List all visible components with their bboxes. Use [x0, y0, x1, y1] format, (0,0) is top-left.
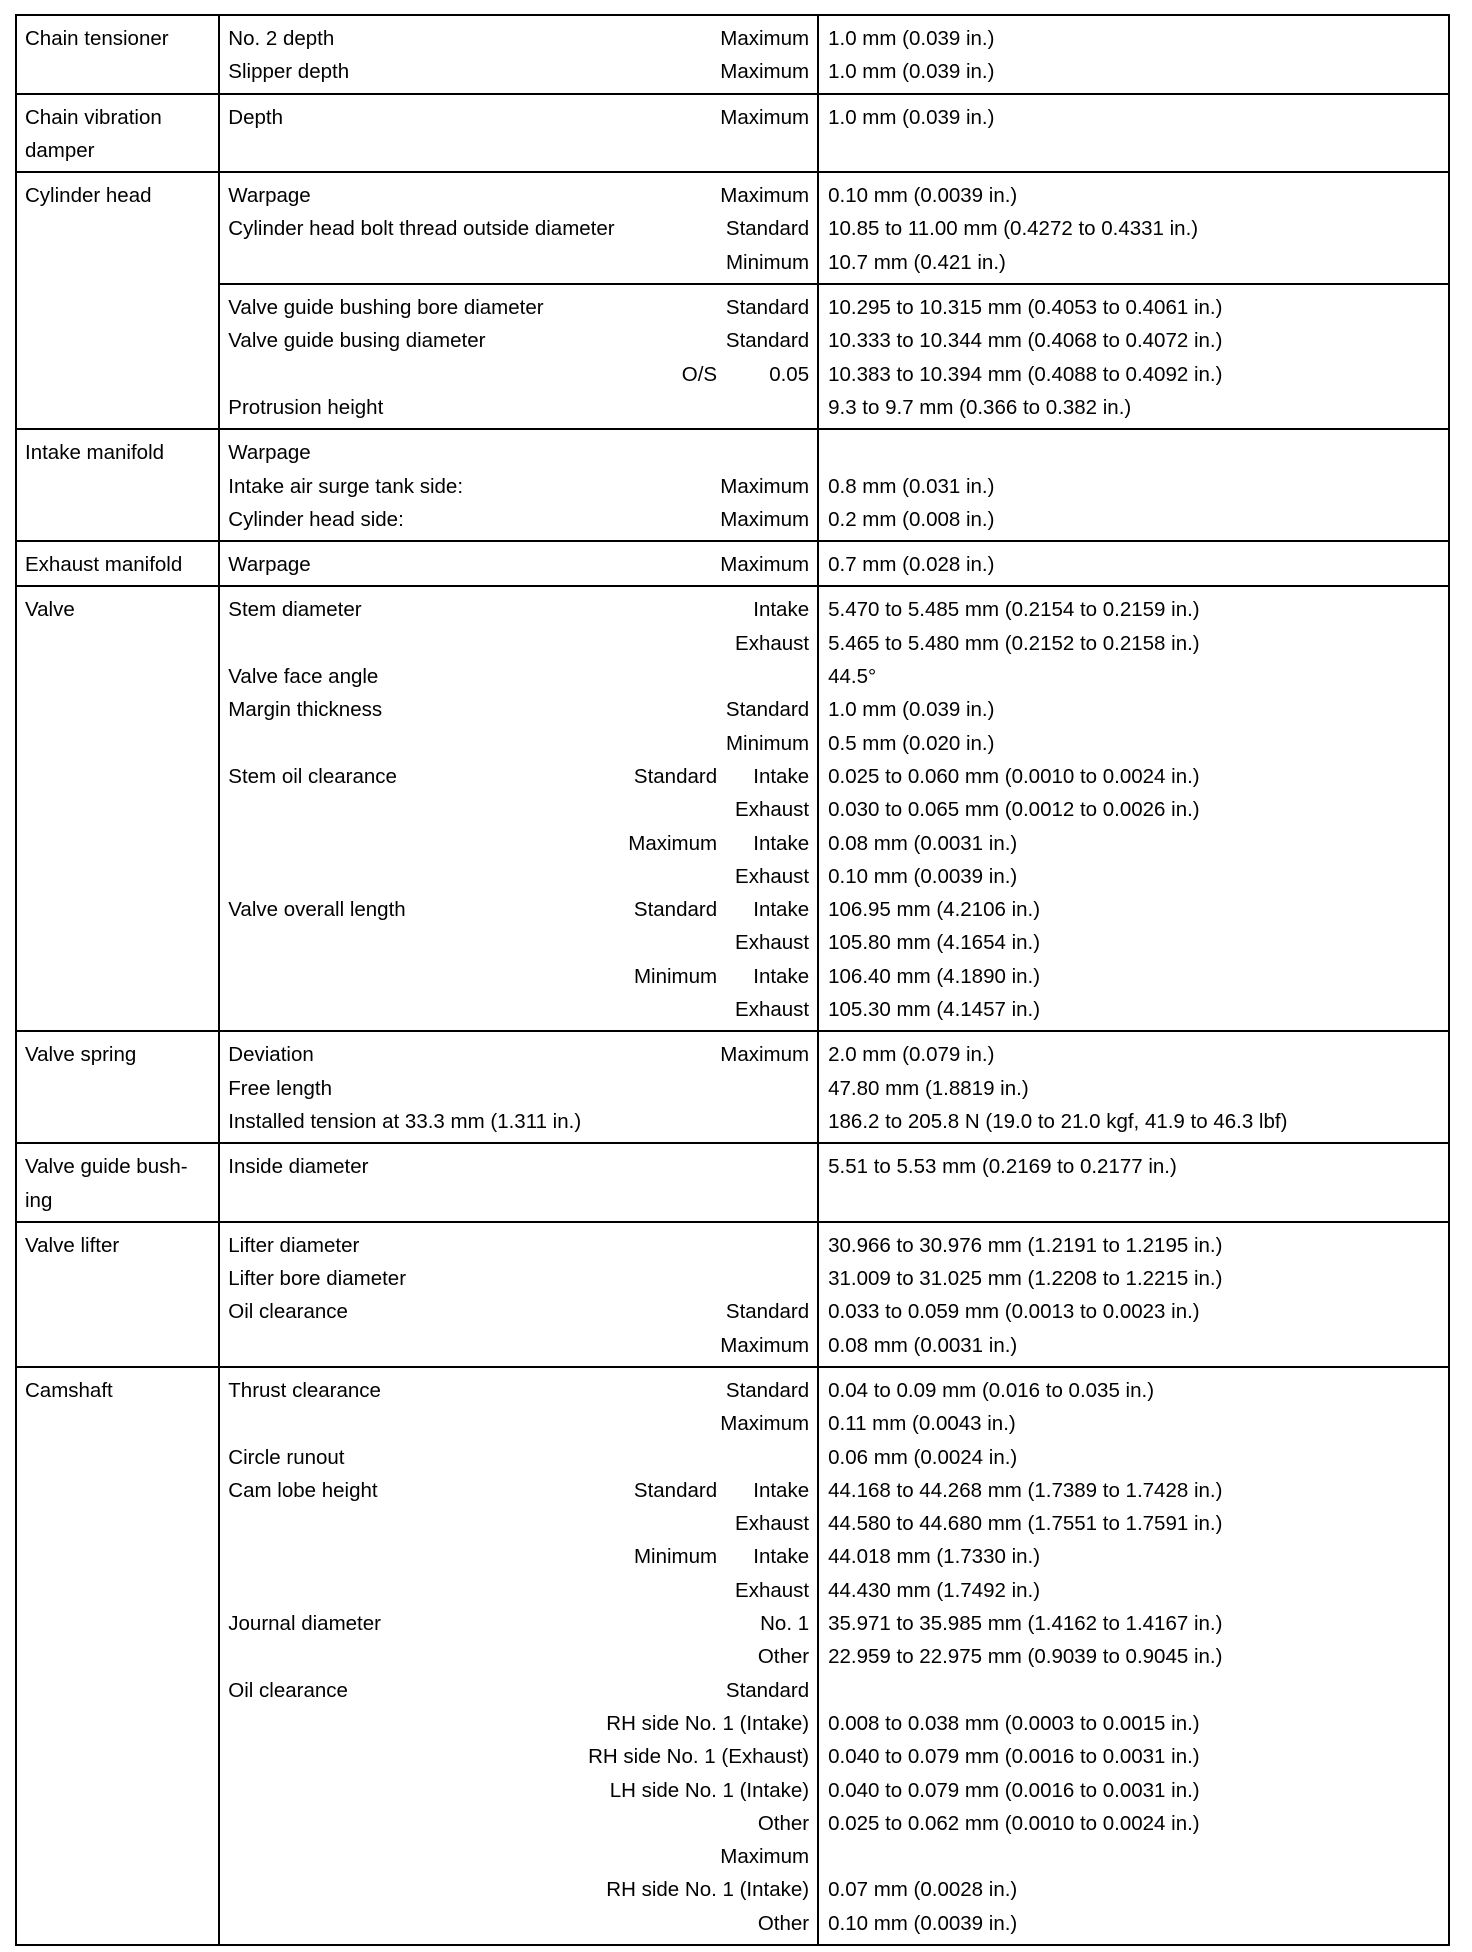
qualifier: Exhaust	[735, 798, 810, 822]
item-line	[220, 627, 817, 660]
item-line	[220, 1740, 817, 1773]
qualifier: Standard	[725, 329, 810, 353]
qualifier: Maximum	[720, 474, 810, 498]
spec-value: 0.025 to 0.062 mm (0.0010 to 0.0024 in.)	[828, 1811, 1200, 1835]
value-cell	[818, 429, 1449, 541]
qualifier: Standard	[725, 1300, 810, 1324]
item-line	[220, 1374, 817, 1407]
value-line	[819, 1674, 1448, 1707]
spec-value: 10.333 to 10.344 mm (0.4068 to 0.4072 in.)	[828, 329, 1223, 353]
qualifier: Maximum	[720, 507, 810, 531]
qualifier-secondary: O/S	[681, 362, 718, 386]
qualifier: Exhaust	[735, 931, 810, 955]
item-line	[220, 1150, 817, 1183]
value-line	[819, 793, 1448, 826]
item-label: Valve overall length	[228, 898, 406, 922]
qualifier: Standard	[725, 1678, 810, 1702]
spec-value: 44.018 mm (1.7330 in.)	[828, 1545, 1041, 1569]
qualifier: No. 1	[760, 1612, 810, 1636]
value-line	[819, 1540, 1448, 1573]
value-line	[819, 1840, 1448, 1873]
spec-value: 0.008 to 0.038 mm (0.0003 to 0.0015 in.)	[828, 1711, 1200, 1735]
item-label: Lifter bore diameter	[228, 1267, 407, 1291]
item-label: Valve guide bushing bore diameter	[228, 296, 544, 320]
item-line	[220, 793, 817, 826]
category-cell: Valve	[16, 586, 219, 1031]
item-line	[220, 727, 817, 760]
qualifier-secondary: Standard	[633, 764, 718, 788]
value-cell	[818, 1031, 1449, 1143]
item-label: Free length	[228, 1076, 332, 1100]
value-line	[819, 1262, 1448, 1295]
item-line	[220, 1262, 817, 1295]
item-line	[220, 470, 817, 503]
spec-row	[16, 1031, 1449, 1143]
spec-value: 0.04 to 0.09 mm (0.016 to 0.035 in.)	[828, 1378, 1155, 1402]
spec-value: 0.033 to 0.059 mm (0.0013 to 0.0023 in.)	[828, 1300, 1200, 1324]
item-label: Deviation	[228, 1043, 314, 1067]
item-line	[220, 291, 817, 324]
item-line	[220, 436, 817, 469]
spec-value: 0.8 mm (0.031 in.)	[828, 474, 995, 498]
item-cell	[219, 1222, 818, 1367]
item-label: Cylinder head bolt thread outside diameter	[228, 217, 615, 241]
spec-value: 10.7 mm (0.421 in.)	[828, 250, 1006, 274]
value-line	[819, 1774, 1448, 1807]
spec-value: 9.3 to 9.7 mm (0.366 to 0.382 in.)	[828, 395, 1132, 419]
qualifier: Intake	[753, 964, 810, 988]
item-label: Inside diameter	[228, 1155, 369, 1179]
item-line	[220, 693, 817, 726]
value-cell	[818, 1222, 1449, 1367]
spec-value: 5.465 to 5.480 mm (0.2152 to 0.2158 in.)	[828, 631, 1200, 655]
spec-value: 5.470 to 5.485 mm (0.2154 to 0.2159 in.)	[828, 598, 1200, 622]
value-line	[819, 134, 1448, 167]
value-line	[819, 593, 1448, 626]
item-line	[220, 1295, 817, 1328]
value-line	[819, 1329, 1448, 1362]
item-line	[220, 55, 817, 88]
value-line	[819, 1184, 1448, 1217]
qualifier: Maximum	[720, 105, 810, 129]
item-line	[220, 1474, 817, 1507]
spec-row	[16, 94, 1449, 173]
value-line	[819, 1907, 1448, 1940]
category-cell: Cylinder head	[16, 172, 219, 429]
qualifier: Maximum	[720, 1043, 810, 1067]
spec-value: 31.009 to 31.025 mm (1.2208 to 1.2215 in.)	[828, 1267, 1223, 1291]
spec-value: 186.2 to 205.8 N (19.0 to 21.0 kgf, 41.9 to 46.3 lbf)	[828, 1109, 1288, 1133]
item-line	[220, 1873, 817, 1906]
value-line	[819, 246, 1448, 279]
qualifier: Exhaust	[735, 1578, 810, 1602]
value-line	[819, 1038, 1448, 1071]
item-label: Warpage	[228, 184, 311, 208]
spec-value: 0.10 mm (0.0039 in.)	[828, 864, 1018, 888]
qualifier: Maximum	[720, 184, 810, 208]
value-line	[819, 55, 1448, 88]
value-line	[819, 893, 1448, 926]
qualifier: LH side No. 1 (Intake)	[609, 1778, 810, 1802]
spec-table	[15, 14, 1450, 1946]
value-line	[819, 391, 1448, 424]
spec-value: 0.030 to 0.065 mm (0.0012 to 0.0026 in.)	[828, 798, 1200, 822]
qualifier: Exhaust	[735, 998, 810, 1022]
value-cell	[818, 284, 1449, 429]
spec-row	[16, 1222, 1449, 1367]
qualifier: Intake	[753, 598, 810, 622]
value-line	[819, 1607, 1448, 1640]
spec-value: 5.51 to 5.53 mm (0.2169 to 0.2177 in.)	[828, 1155, 1177, 1179]
category-cell: Valve lifter	[16, 1222, 219, 1367]
item-line	[220, 1907, 817, 1940]
qualifier: Standard	[725, 1378, 810, 1402]
value-line	[819, 1441, 1448, 1474]
spec-value: 0.10 mm (0.0039 in.)	[828, 184, 1018, 208]
spec-value: 1.0 mm (0.039 in.)	[828, 105, 995, 129]
spec-value: 0.025 to 0.060 mm (0.0010 to 0.0024 in.)	[828, 764, 1200, 788]
qualifier: RH side No. 1 (Exhaust)	[588, 1745, 810, 1769]
item-cell	[219, 429, 818, 541]
value-line	[819, 22, 1448, 55]
category-cell: Chain vibration damper	[16, 94, 219, 173]
qualifier: Exhaust	[735, 631, 810, 655]
spec-value: 0.2 mm (0.008 in.)	[828, 507, 995, 531]
value-cell	[818, 1143, 1449, 1222]
item-line	[220, 1774, 817, 1807]
item-line	[220, 1574, 817, 1607]
spec-value: 105.80 mm (4.1654 in.)	[828, 931, 1041, 955]
qualifier: 0.05	[769, 362, 810, 386]
spec-value: 106.95 mm (4.2106 in.)	[828, 898, 1041, 922]
qualifier: Intake	[753, 1478, 810, 1502]
spec-row	[16, 541, 1449, 586]
spec-value: 35.971 to 35.985 mm (1.4162 to 1.4167 in.)	[828, 1612, 1223, 1636]
spec-value: 0.08 mm (0.0031 in.)	[828, 1333, 1018, 1357]
item-label: Stem oil clearance	[228, 764, 397, 788]
qualifier-secondary: Maximum	[628, 831, 718, 855]
item-line	[220, 246, 817, 279]
spec-value: 0.7 mm (0.028 in.)	[828, 553, 995, 577]
value-line	[819, 548, 1448, 581]
value-cell	[818, 541, 1449, 586]
qualifier: Minimum	[725, 250, 810, 274]
spec-row	[16, 586, 1449, 1031]
item-line	[220, 1707, 817, 1740]
qualifier: Maximum	[720, 553, 810, 577]
qualifier: RH side No. 1 (Intake)	[606, 1878, 810, 1902]
item-cell	[219, 94, 818, 173]
item-line	[220, 101, 817, 134]
item-cell	[219, 15, 818, 94]
value-line	[819, 1507, 1448, 1540]
category-cell: Exhaust manifold	[16, 541, 219, 586]
spec-value: 22.959 to 22.975 mm (0.9039 to 0.9045 in.)	[828, 1645, 1223, 1669]
value-line	[819, 212, 1448, 245]
value-cell	[818, 94, 1449, 173]
item-cell	[219, 1031, 818, 1143]
qualifier: Maximum	[720, 1333, 810, 1357]
qualifier: Other	[757, 1811, 810, 1835]
spec-value: 0.10 mm (0.0039 in.)	[828, 1911, 1018, 1935]
item-cell	[219, 1367, 818, 1945]
qualifier: Maximum	[720, 1845, 810, 1869]
item-label: Slipper depth	[228, 60, 350, 84]
value-line	[819, 1072, 1448, 1105]
qualifier-secondary: Minimum	[633, 1545, 718, 1569]
qualifier: Maximum	[720, 60, 810, 84]
spec-value: 10.295 to 10.315 mm (0.4053 to 0.4061 in.)	[828, 296, 1223, 320]
spec-value: 0.5 mm (0.020 in.)	[828, 731, 995, 755]
value-line	[819, 1740, 1448, 1773]
item-label: Installed tension at 33.3 mm (1.311 in.)	[228, 1109, 582, 1133]
spec-value: 30.966 to 30.976 mm (1.2191 to 1.2195 in.)	[828, 1233, 1223, 1257]
item-label: Stem diameter	[228, 598, 362, 622]
value-line	[819, 1873, 1448, 1906]
item-line	[220, 1507, 817, 1540]
item-line	[220, 760, 817, 793]
spec-value: 47.80 mm (1.8819 in.)	[828, 1076, 1029, 1100]
item-line	[220, 827, 817, 860]
item-label: No. 2 depth	[228, 27, 335, 50]
item-line	[220, 324, 817, 357]
qualifier: Intake	[753, 831, 810, 855]
category-cell: Valve guide bush-ing	[16, 1143, 219, 1222]
item-line	[220, 1229, 817, 1262]
spec-value: 1.0 mm (0.039 in.)	[828, 698, 995, 722]
value-line	[819, 926, 1448, 959]
item-label: Protrusion height	[228, 395, 384, 419]
item-label: Oil clearance	[228, 1300, 348, 1324]
item-line	[220, 593, 817, 626]
item-label: Intake air surge tank side:	[228, 474, 464, 498]
item-line	[220, 212, 817, 245]
item-label: Lifter diameter	[228, 1233, 360, 1257]
qualifier: Other	[757, 1911, 810, 1935]
value-line	[819, 1295, 1448, 1328]
qualifier: Minimum	[725, 731, 810, 755]
spec-value: 0.040 to 0.079 mm (0.0016 to 0.0031 in.)	[828, 1778, 1200, 1802]
item-label: Thrust clearance	[228, 1378, 381, 1402]
value-line	[819, 324, 1448, 357]
value-cell	[818, 15, 1449, 94]
item-line	[220, 1540, 817, 1573]
value-line	[819, 993, 1448, 1026]
qualifier: Standard	[725, 217, 810, 241]
item-cell	[219, 284, 818, 429]
item-line	[220, 22, 817, 55]
value-line	[819, 1807, 1448, 1840]
value-cell	[818, 586, 1449, 1031]
value-line	[819, 470, 1448, 503]
spec-value: 44.5°	[828, 665, 877, 689]
item-label: Circle runout	[228, 1445, 345, 1469]
spec-value: 1.0 mm (0.039 in.)	[828, 27, 995, 50]
qualifier-secondary: Standard	[633, 898, 718, 922]
qualifier: Intake	[753, 898, 810, 922]
spec-row	[16, 15, 1449, 94]
category-cell: Intake manifold	[16, 429, 219, 541]
spec-value: 44.168 to 44.268 mm (1.7389 to 1.7428 in.)	[828, 1478, 1223, 1502]
qualifier: Exhaust	[735, 864, 810, 888]
qualifier: Standard	[725, 698, 810, 722]
value-line	[819, 101, 1448, 134]
value-line	[819, 827, 1448, 860]
value-line	[819, 1574, 1448, 1607]
item-line	[220, 1072, 817, 1105]
category-cell: Camshaft	[16, 1367, 219, 1945]
value-line	[819, 627, 1448, 660]
item-line	[220, 1329, 817, 1362]
value-cell	[818, 1367, 1449, 1945]
value-line	[819, 1150, 1448, 1183]
spec-value: 44.580 to 44.680 mm (1.7551 to 1.7591 in.)	[828, 1512, 1223, 1536]
item-label: Margin thickness	[228, 698, 383, 722]
spec-value: 0.07 mm (0.0028 in.)	[828, 1878, 1018, 1902]
item-label: Oil clearance	[228, 1678, 348, 1702]
qualifier-secondary: Standard	[633, 1478, 718, 1502]
item-line	[220, 926, 817, 959]
item-line	[220, 1407, 817, 1440]
spec-row	[16, 1143, 1449, 1222]
item-line	[220, 1441, 817, 1474]
item-label: Valve face angle	[228, 665, 379, 689]
item-line	[220, 1807, 817, 1840]
qualifier: Intake	[753, 764, 810, 788]
item-line	[220, 134, 817, 167]
value-line	[819, 760, 1448, 793]
item-line	[220, 1840, 817, 1873]
spec-value: 10.383 to 10.394 mm (0.4088 to 0.4092 in.)	[828, 362, 1223, 386]
value-line	[819, 1374, 1448, 1407]
spec-value: 1.0 mm (0.039 in.)	[828, 60, 995, 84]
item-label: Cam lobe height	[228, 1478, 378, 1502]
qualifier: Maximum	[720, 27, 810, 50]
item-line	[220, 1184, 817, 1217]
value-line	[819, 1474, 1448, 1507]
item-label: Warpage	[228, 553, 311, 577]
value-line	[819, 1707, 1448, 1740]
qualifier: Standard	[725, 296, 810, 320]
item-line	[220, 503, 817, 536]
spec-value: 105.30 mm (4.1457 in.)	[828, 998, 1041, 1022]
value-line	[819, 436, 1448, 469]
item-line	[220, 960, 817, 993]
item-cell	[219, 172, 818, 284]
qualifier-secondary: Minimum	[633, 964, 718, 988]
item-line	[220, 1105, 817, 1138]
item-line	[220, 660, 817, 693]
value-line	[819, 179, 1448, 212]
spec-value: 106.40 mm (4.1890 in.)	[828, 964, 1041, 988]
spec-value: 10.85 to 11.00 mm (0.4272 to 0.4331 in.)	[828, 217, 1199, 241]
qualifier: Exhaust	[735, 1512, 810, 1536]
spec-value: 0.11 mm (0.0043 in.)	[828, 1412, 1016, 1436]
item-line	[220, 1607, 817, 1640]
item-cell	[219, 1143, 818, 1222]
spec-row	[16, 284, 1449, 429]
qualifier: Intake	[753, 1545, 810, 1569]
qualifier: Maximum	[720, 1412, 810, 1436]
category-cell: Valve spring	[16, 1031, 219, 1143]
value-line	[819, 1229, 1448, 1262]
item-line	[220, 548, 817, 581]
item-label: Valve guide busing diameter	[228, 329, 486, 353]
item-line	[220, 358, 817, 391]
qualifier: Other	[757, 1645, 810, 1669]
value-line	[819, 960, 1448, 993]
item-cell	[219, 586, 818, 1031]
item-line	[220, 893, 817, 926]
value-line	[819, 358, 1448, 391]
item-label: Cylinder head side:	[228, 507, 404, 531]
qualifier: RH side No. 1 (Intake)	[606, 1711, 810, 1735]
value-line	[819, 503, 1448, 536]
spec-value: 2.0 mm (0.079 in.)	[828, 1043, 995, 1067]
value-line	[819, 1640, 1448, 1673]
value-line	[819, 727, 1448, 760]
spec-value: 0.040 to 0.079 mm (0.0016 to 0.0031 in.)	[828, 1745, 1200, 1769]
spec-row	[16, 172, 1449, 284]
item-line	[220, 179, 817, 212]
item-line	[220, 391, 817, 424]
spec-row	[16, 429, 1449, 541]
item-line	[220, 1640, 817, 1673]
spec-row	[16, 1367, 1449, 1945]
value-line	[819, 291, 1448, 324]
item-line	[220, 993, 817, 1026]
value-line	[819, 860, 1448, 893]
item-line	[220, 1674, 817, 1707]
item-label: Warpage	[228, 441, 311, 465]
value-line	[819, 1407, 1448, 1440]
item-line	[220, 1038, 817, 1071]
item-line	[220, 860, 817, 893]
value-line	[819, 693, 1448, 726]
item-cell	[219, 541, 818, 586]
value-line	[819, 1105, 1448, 1138]
spec-value: 0.06 mm (0.0024 in.)	[828, 1445, 1018, 1469]
spec-value: 44.430 mm (1.7492 in.)	[828, 1578, 1041, 1602]
item-label: Journal diameter	[228, 1612, 381, 1636]
item-label: Depth	[228, 105, 283, 129]
value-line	[819, 660, 1448, 693]
spec-table-body	[16, 15, 1449, 1945]
value-cell	[818, 172, 1449, 284]
category-cell: Chain tensioner	[16, 15, 219, 94]
spec-value: 0.08 mm (0.0031 in.)	[828, 831, 1018, 855]
